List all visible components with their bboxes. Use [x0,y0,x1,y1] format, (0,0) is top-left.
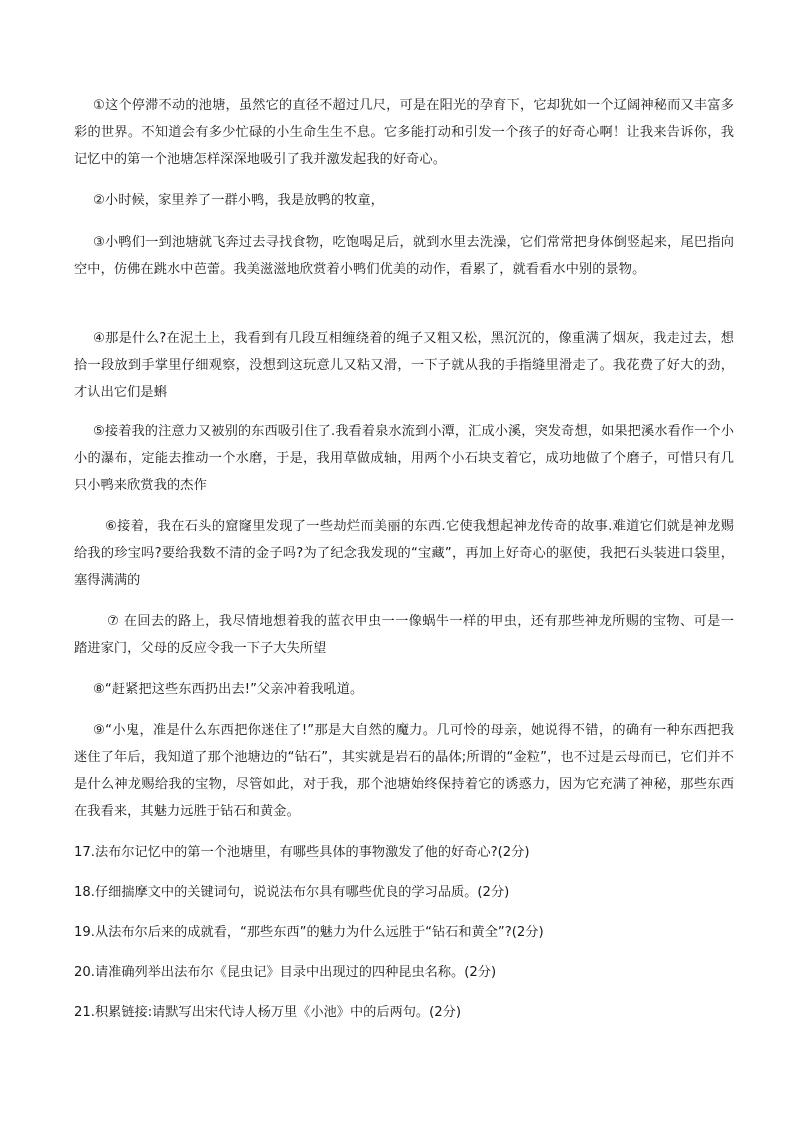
question-18: 18.仔细揣摩文中的关键词句，说说法布尔具有哪些优良的学习品质。(2分) [74,885,510,900]
passage-paragraph-6: ⑥接着，我在石头的窟窿里发现了一些劫烂而美丽的东西.它使我想起神龙传奇的故事.难道它们就是神龙赐给我的珍宝吗?要给我数不清的金子吗?为了纪念我发现的“宝藏”，再加上好奇心的驱使，我把石头装进口袋里，塞得满满的 [74,519,734,588]
question-20: 20.请准确列举出法布尔《昆虫记》目录中出现过的四种昆虫名称。(2分) [74,965,497,980]
passage-paragraph-3: ③小鸭们一到池塘就飞奔过去寻找食物，吃饱喝足后，就到水里去洗澡，它们常常把身体倒竖起来，尾巴指向空中，仿佛在跳水中芭蕾。我美滋滋地欣赏着小鸭们优美的动作，看累了，就看看水中别的景物。 [74,235,734,277]
passage-paragraph-9: ⑨“小鬼，准是什么东西把你迷住了!”那是大自然的魔力。几可怜的母亲，她说得不错，的确有一种东西把我迷住了年后，我知道了那个池塘边的“钻石”，其实就是岩石的晶体;所谓的“金粒”，也不过是云母而已，它们并不是什么神龙赐给我的宝物，尽管如此，对于我，那个池塘始终保持着它的诱惑力，因为它充满了神秘，那些东西在我看来，其魅力远胜于钻石和黄金。 [74,723,734,819]
question-21: 21.积累链接:请默写出宋代诗人杨万里《小池》中的后两句。(2分) [74,1005,461,1020]
passage-paragraph-4: ④那是什么?在泥土上，我看到有几段互相缠绕着的绳子又粗又松，黑沉沉的，像重满了烟灰，我走过去，想拾一段放到手掌里仔细观察，没想到这玩意儿又粘又滑，一下子就从我的手指缝里滑走了。我花费了好大的劲，才认出它们是蝌 [74,331,734,400]
passage-paragraph-1: ①这个停滞不动的池塘，虽然它的直径不超过几尺，可是在阳光的孕育下，它却犹如一个辽阔神秘而又丰富多彩的世界。不知道会有多少忙碌的小生命生生不息。它多能打动和引发一个孩子的好奇心啊！让我来告诉你，我记忆中的第一个池塘怎样深深地吸引了我并激发起我的好奇心。 [74,98,734,167]
passage-paragraph-5: ⑤接着我的注意力又被别的东西吸引住了.我看着泉水流到小潭，汇成小溪，突发奇想，如果把溪水看作一个小小的瀑布，定能去推动一个水磨，于是，我用草做成轴，用两个小石块支着它，成功地做了个磨子，可惜只有几只小鸭来欣赏我的杰作 [74,424,734,493]
passage-paragraph-2: ②小时候，家里养了一群小鸭，我是放鸭的牧童， [93,193,384,208]
passage-paragraph-7: ⑦ 在回去的路上，我尽情地想着我的蓝衣甲虫一一像蜗牛一样的甲虫，还有那些神龙所赐的宝物、可是一踏进家门，父母的反应令我一下子大失所望 [74,614,734,656]
question-17: 17.法布尔记忆中的第一个池塘里，有哪些具体的事物激发了他的好奇心?(2分) [74,845,530,860]
question-19: 19.从法布尔后来的成就看，“那些东西”的魅力为什么远胜于“钻石和黄全”?(2分) [74,925,544,940]
passage-paragraph-8: ⑧“赶紧把这些东西扔出去!”父亲冲着我吼道。 [93,682,364,697]
